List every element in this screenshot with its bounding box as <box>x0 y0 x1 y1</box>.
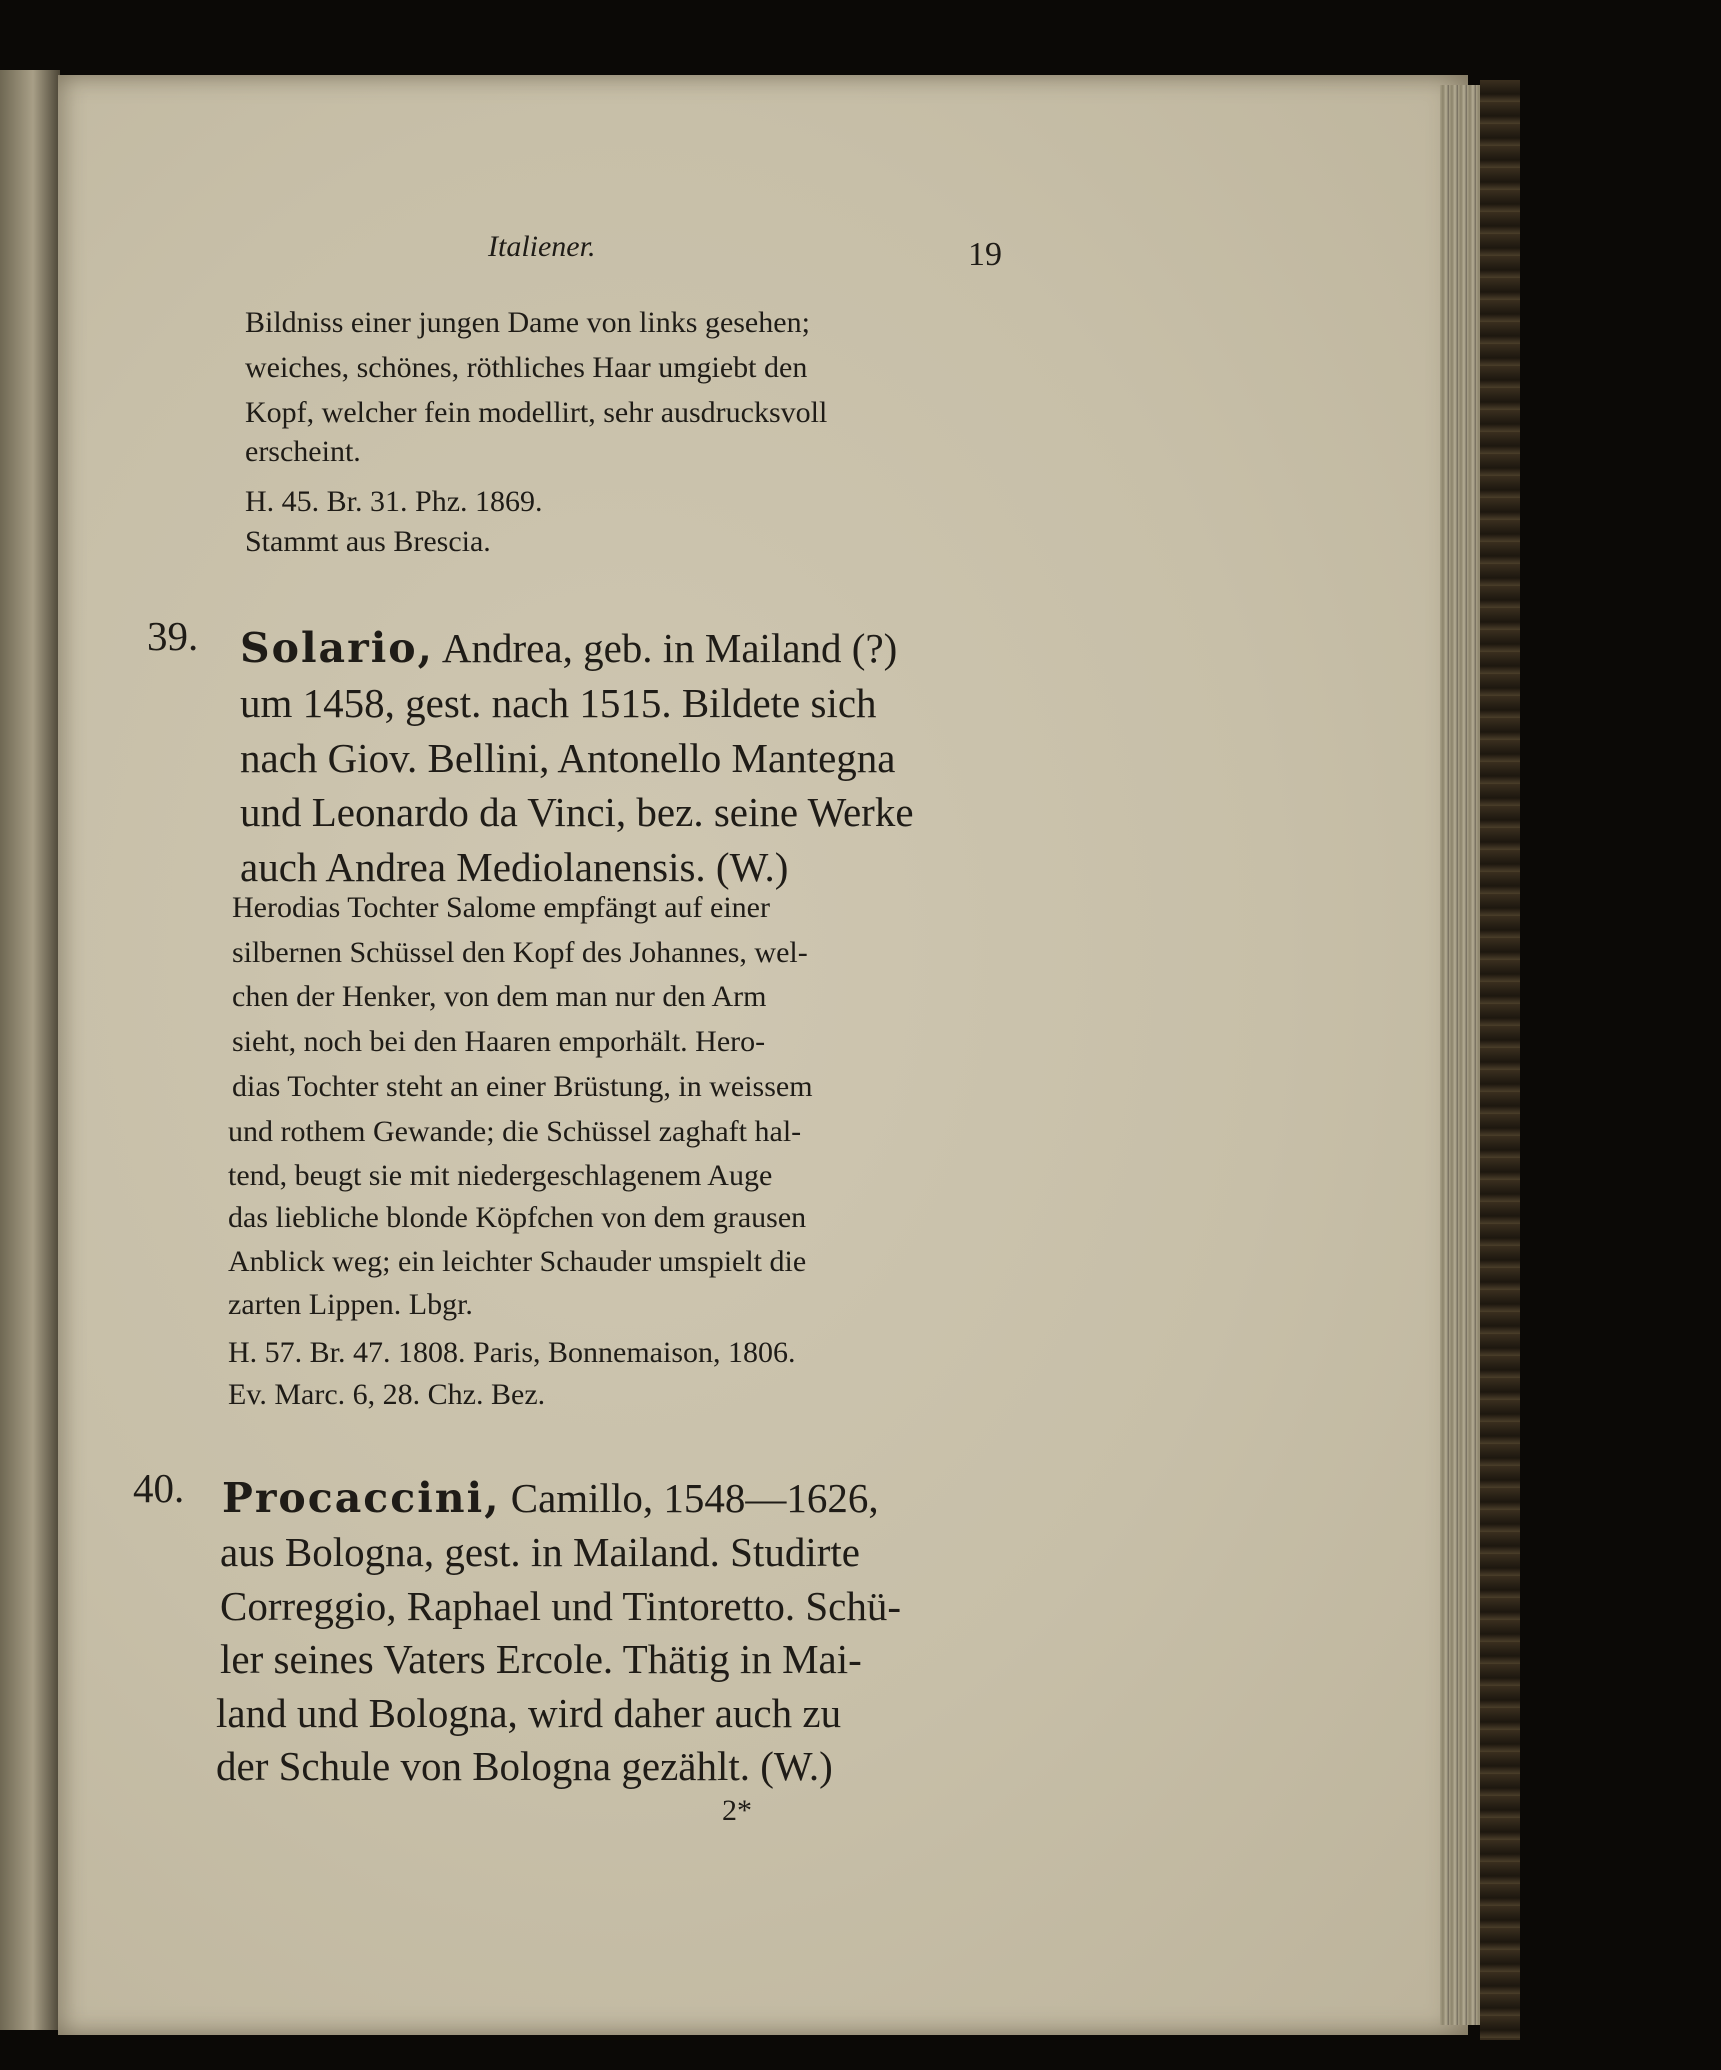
left-page-edge <box>0 70 60 2030</box>
entry-39-description-line: chen der Henker, von dem man nur den Arm <box>232 980 767 1013</box>
entry-38-provenance: Stammt aus Brescia. <box>245 525 491 558</box>
entry-39-bio-line: nach Giov. Bellini, Antonello Mantegna <box>240 735 896 781</box>
entry-39-description-line: Herodias Tochter Salome empfängt auf einer <box>232 891 770 924</box>
entry-39-artist: Solario, <box>240 624 434 672</box>
entry-39-description-line: sieht, noch bei den Haaren emporhält. Hero- <box>232 1025 766 1058</box>
entry-40-artist: Procaccini, <box>222 1474 501 1522</box>
entry-39-description-line: zarten Lippen. Lbgr. <box>228 1288 473 1321</box>
entry-39-dimensions: H. 57. Br. 47. 1808. Paris, Bonnemaison, 1806. <box>228 1336 796 1369</box>
entry-40-bio-first-line: Camillo, 1548—1626, <box>510 1475 879 1521</box>
entry-39-reference: Ev. Marc. 6, 28. Chz. Bez. <box>228 1378 546 1411</box>
entry-40-bio-line: Correggio, Raphael und Tintoretto. Schü- <box>220 1583 902 1629</box>
entry-39-description-line: tend, beugt sie mit niedergeschlagenem Auge <box>228 1159 773 1192</box>
entry-39-description-line: silbernen Schüssel den Kopf des Johannes, wel- <box>232 936 808 969</box>
entry-38-line: Kopf, welcher fein modellirt, sehr ausdrucksvoll <box>245 396 828 429</box>
entry-39-bio-line: und Leonardo da Vinci, bez. seine Werke <box>240 789 914 835</box>
entry-40-bio-line: land und Bologna, wird daher auch zu <box>216 1690 842 1736</box>
book-cover-edge <box>1480 80 1520 2040</box>
page-number: 19 <box>968 236 1002 273</box>
entry-39-description-line: dias Tochter steht an einer Brüstung, in weissem <box>232 1070 813 1103</box>
entry-39-description-line: und rothem Gewande; die Schüssel zaghaft hal- <box>228 1115 802 1148</box>
entry-38-line: erscheint. <box>245 435 361 468</box>
entry-40-bio-line: aus Bologna, gest. in Mailand. Studirte <box>220 1529 860 1575</box>
entry-39-bio-line: auch Andrea Mediolanensis. (W.) <box>240 844 789 890</box>
entry-38-line: weiches, schönes, röthliches Haar umgiebt den <box>245 351 808 384</box>
entry-38-line: Bildniss einer jungen Dame von links gesehen; <box>245 306 810 339</box>
entry-39-bio-first-line: Andrea, geb. in Mailand (?) <box>441 625 898 671</box>
entry-40-heading <box>222 1474 879 1522</box>
entry-40-bio-line: der Schule von Bologna gezählt. (W.) <box>216 1743 833 1789</box>
entry-40-number: 40. <box>133 1465 185 1511</box>
entry-39-bio-line: um 1458, gest. nach 1515. Bildete sich <box>240 680 877 726</box>
entry-39-heading <box>240 624 898 672</box>
running-header-title: Italiener. <box>488 230 596 263</box>
entry-40-bio-line: ler seines Vaters Ercole. Thätig in Mai- <box>220 1636 862 1682</box>
entry-38-dimensions: H. 45. Br. 31. Phz. 1869. <box>245 485 543 518</box>
entry-39-description-line: Anblick weg; ein leichter Schauder umspielt die <box>228 1245 807 1278</box>
entry-39-number: 39. <box>147 613 199 659</box>
entry-39-description-line: das liebliche blonde Köpfchen von dem grausen <box>228 1201 807 1234</box>
signature-mark: 2* <box>722 1794 752 1827</box>
